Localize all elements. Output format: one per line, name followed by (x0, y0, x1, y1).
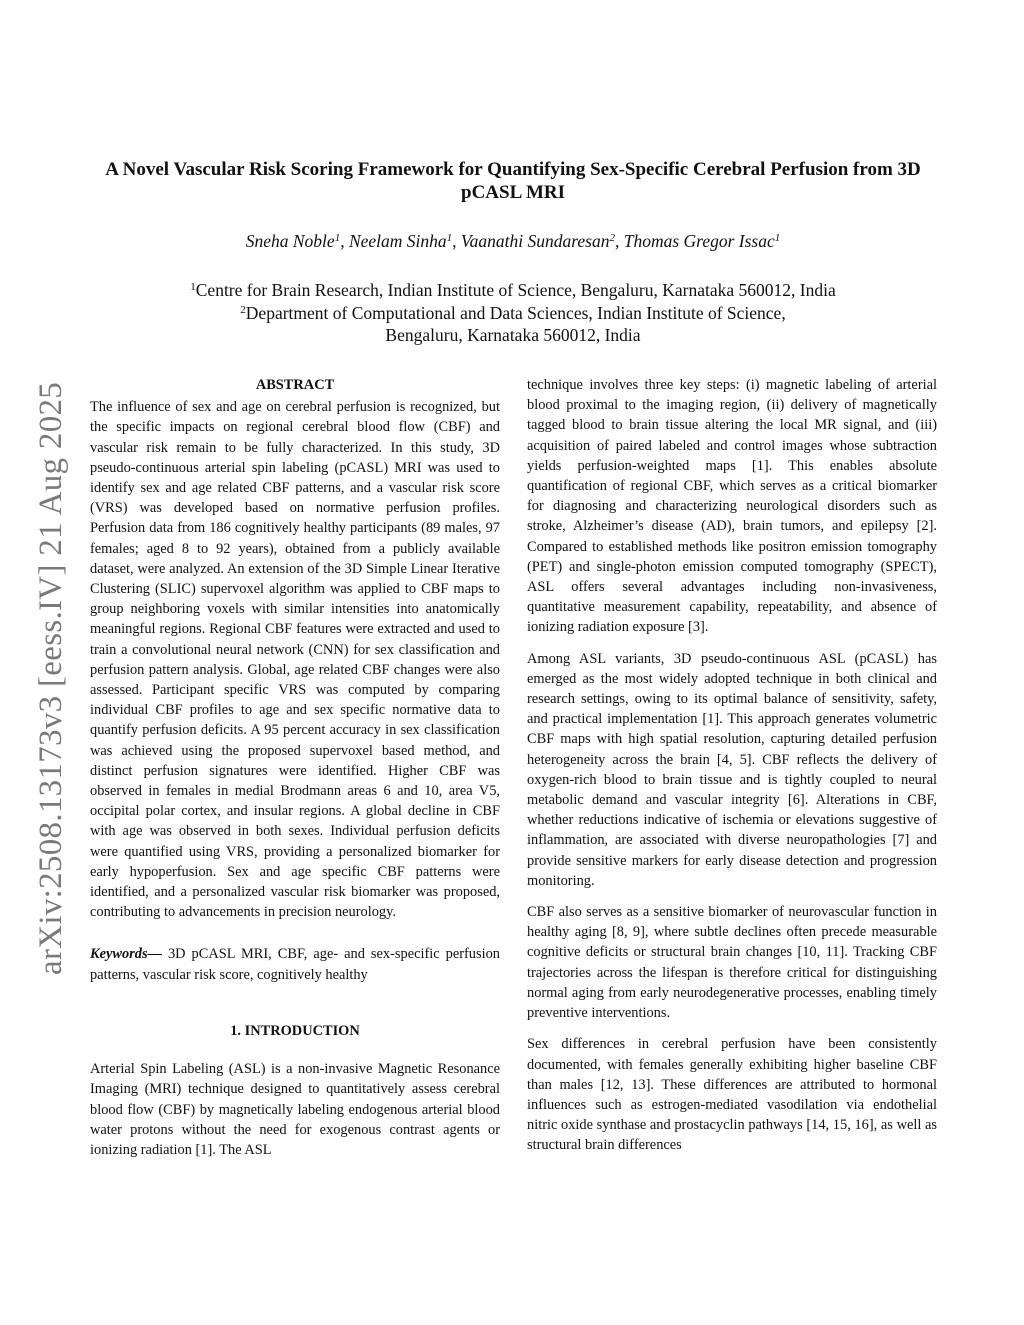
intro-paragraph-1: Arterial Spin Labeling (ASL) is a non-invasive Magnetic Resonance Imaging (MRI) technique designed to quantitatively assess cerebral blood flow (CBF) by magnetically labeling endogenous arterial blood water protons without the need for exogenous contrast agents or ionizing radiation [1]. The ASL (90, 1061, 500, 1158)
abstract-heading: ABSTRACT (255, 377, 335, 393)
author-name: Neelam Sinha (348, 231, 447, 251)
author-separator: , (340, 231, 349, 251)
intro-paragraph-4: Sex differences in cerebral perfusion have been consistently documented, with females generally exhibiting higher baseline CBF than males [12, 13]. These differences are attributed to hormonal influences such as estrogen-mediated vasodilation via endothelial nitric oxide synthase and prostacyclin pathways [14, 15, 16], as well as structural brain differences (527, 1036, 937, 1154)
keywords (90, 944, 500, 984)
author-affiliation-mark: 1 (334, 232, 341, 244)
arxiv-identifier: arXiv:2508.13173v3 [eess.IV] 21 Aug 2025 (33, 381, 69, 975)
author-list (90, 230, 936, 252)
keywords-text: 3D pCASL MRI, CBF, age- and sex-specific perfusion patterns, vascular risk score, cognitively healthy (90, 946, 500, 983)
left-column (90, 375, 500, 1160)
affiliations (90, 279, 936, 347)
affiliation-mark: 1 (190, 281, 196, 293)
right-column (527, 375, 937, 1167)
author-separator: , (614, 231, 624, 251)
author-name: Sneha Noble (245, 231, 335, 251)
author-separator: , (452, 231, 461, 251)
introduction-heading: 1. INTRODUCTION (230, 1022, 360, 1039)
affiliation-mark: 2 (240, 303, 246, 316)
affiliation-text: Department of Computational and Data Sciences, Indian Institute of Science, (245, 302, 786, 323)
affiliation-2 (90, 302, 936, 325)
author-name: Thomas Gregor Issac (623, 231, 775, 251)
keywords-label: Keywords— (90, 946, 162, 963)
intro-paragraph-1-continued: technique involves three key steps: (i) magnetic labeling of arterial blood proximal to the imaging region, (ii) delivery of magnetically tagged blood to brain tissue altering the local MR signal, and (iii) acquisition of paired labeled and control images whose subtraction yields perfusion-weighted maps [1]. This enables absolute quantification of regional CBF, which serves as a critical biomarker for diagnosing and characterizing neurological disorders such as stroke, Alzheimer’s disease (AD), brain tumors, and epilepsy [2]. Compared to established methods like positron emission tomography (PET) and single-photon emission computed tomography (SPECT), ASL offers several advantages including non-invasiveness, quantitative measurement capability, repeatability, and absence of ionizing radiation exposure [3]. (527, 377, 937, 636)
intro-paragraph-2: Among ASL variants, 3D pseudo-continuous ASL (pCASL) has emerged as the most widely adopted technique in both clinical and research settings, owing to its optimal balance of sensitivity, safety, and practical implementation [1]. This approach generates volumetric CBF maps with high spatial resolution, capturing detailed perfusion heterogeneity across the brain [4, 5]. CBF reflects the delivery of oxygen-rich blood to brain tissue and is tightly coupled to neural metabolic demand and vascular integrity [6]. Alterations in CBF, whether reductions indicative of ischemia or elevations suggestive of inflammation, are associated with diverse neuropathologies [7] and provide sensitive markers for early disease detection and progression monitoring. (527, 650, 937, 889)
affiliation-2-continued: Bengaluru, Karnataka 560012, India (385, 325, 641, 345)
affiliation-1 (90, 279, 936, 302)
author-affiliation-mark: 1 (446, 232, 453, 244)
author-name: Vaanathi Sundaresan (460, 231, 610, 251)
intro-paragraph-3: CBF also serves as a sensitive biomarker of neurovascular function in healthy aging [8, 9], where subtle declines often precede measurable cognitive deficits or structural brain changes [10, 11]. Tracking CBF trajectories across the lifespan is therefore critical for distinguishing normal aging from early neurodegenerative processes, enabling timely preventive interventions. (527, 904, 937, 1022)
affiliation-text: Centre for Brain Research, Indian Institute of Science, Bengaluru, Karnataka 560012, India (195, 280, 836, 300)
abstract-text: The influence of sex and age on cerebral perfusion is recognized, but the specific impacts on regional cerebral blood flow (CBF) and vascular risk remain to be fully characterized. In this study, 3D pseudo-continuous arterial spin labeling (pCASL) MRI was used to identify sex and age related CBF patterns, and a vascular risk score (VRS) was developed based on normative perfusion profiles. Perfusion data from 186 cognitively healthy participants (89 males, 97 females; aged 8 to 92 years), obtained from a publicly available dataset, were analyzed. An extension of the 3D Simple Linear Iterative Clustering (SLIC) supervoxel algorithm was applied to CBF maps to group neighboring voxels with similar intensities into anatomically meaningful regions. Regional CBF features were extracted and used to train a convolutional neural network (CNN) for sex classification and perfusion pattern analysis. Global, age related CBF changes were also assessed. Participant specific VRS was computed by comparing individual CBF profiles to age and sex specific normative data to quantify perfusion deficits. A 95 percent accuracy in sex classification was achieved using the proposed supervoxel based method, and distinct perfusion signatures were identified. Higher CBF was observed in females in medial Brodmann areas 6 and 10, area V5, occipital polar cortex, and insular regions. A global decline in CBF with age was observed in both sexes. Individual perfusion deficits were quantified using VRS, providing a personalized biomarker for early hypoperfusion. Sex and age specific CBF patterns were identified, and a personalized vascular risk biomarker was proposed, contributing to advancements in precision neurology. (90, 399, 500, 921)
author-affiliation-mark: 2 (609, 232, 615, 244)
author-affiliation-mark: 1 (774, 232, 781, 244)
paper-title: A Novel Vascular Risk Scoring Framework for Quantifying Sex-Specific Cerebral Perfusion from 3D pCASL MRI (105, 159, 921, 203)
